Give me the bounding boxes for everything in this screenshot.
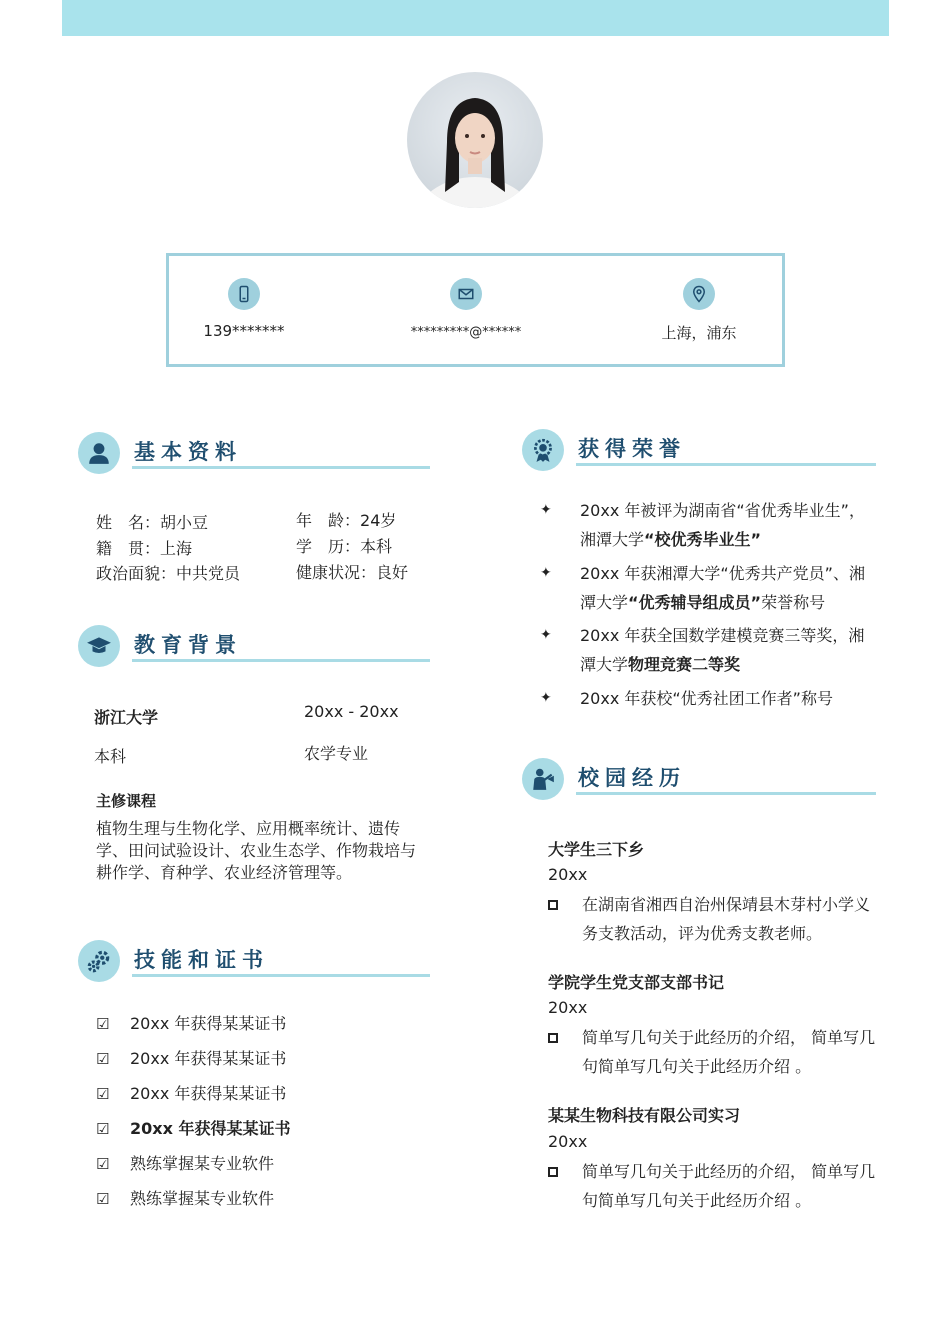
top-banner bbox=[62, 0, 889, 36]
campus-exp-title: 大学生三下乡 bbox=[548, 840, 645, 859]
award-medal-icon bbox=[522, 429, 564, 471]
section-skills bbox=[78, 940, 430, 982]
courses-text: 植物生理与生物化学、应用概率统计、遗传学、田问试验设计、农业生态学、作物栽培与耕作学、育种学、农业经济管理等。 bbox=[96, 819, 417, 882]
section-divider bbox=[132, 659, 430, 662]
contact-phone bbox=[199, 278, 289, 340]
skill-item: ☑ 熟练掌握某专业软件 bbox=[96, 1154, 275, 1173]
political-row bbox=[96, 561, 240, 584]
section-divider bbox=[576, 792, 876, 795]
section-title: 校园经历 bbox=[578, 766, 686, 790]
age-row bbox=[296, 508, 396, 531]
checkbox-icon: ☑ bbox=[96, 1015, 110, 1033]
section-campus bbox=[522, 758, 878, 800]
section-basic-info bbox=[78, 432, 430, 474]
phone-icon bbox=[228, 278, 260, 310]
education-label: 学 历： bbox=[296, 537, 361, 556]
degree: 本科 bbox=[94, 747, 127, 766]
phone-text: 139******* bbox=[203, 322, 285, 340]
skill-item: ☑ 20xx 年获得某某证书 bbox=[96, 1049, 287, 1068]
age-value: 24岁 bbox=[360, 511, 397, 530]
skill-item: ☑ 20xx 年获得某某证书 bbox=[96, 1014, 287, 1033]
square-bullet-icon bbox=[548, 900, 558, 910]
campus-exp-desc: 在湖南省湘西自治州保靖县木芽村小学义 务支教活动，评为优秀支教老师。 bbox=[548, 890, 878, 948]
name-value: 胡小豆 bbox=[160, 513, 209, 532]
honor-item: ✦ 20xx 年被评为湖南省“省优秀毕业生”，湘潭大学“校优秀毕业生” bbox=[540, 496, 880, 554]
name-label: 姓 名： bbox=[96, 513, 161, 532]
avatar bbox=[407, 72, 543, 208]
checkbox-icon: ☑ bbox=[96, 1050, 110, 1068]
honor-item: ✦ 20xx 年获校“优秀社团工作者”称号 bbox=[540, 684, 880, 713]
campus-exp-desc: 简单写几句关于此经历的介绍， 简单写几句简单写几句关于此经历介绍 。 bbox=[548, 1157, 878, 1215]
gears-icon bbox=[78, 940, 120, 982]
hometown-value: 上海 bbox=[160, 539, 193, 558]
honor-item: ✦ 20xx 年获湘潭大学“优秀共产党员”、湘潭大学“优秀辅导组成员”荣誉称号 bbox=[540, 559, 880, 617]
skill-item: ☑ 20xx 年获得某某证书 bbox=[96, 1119, 291, 1138]
hometown-label: 籍 贯： bbox=[96, 539, 161, 558]
contact-box bbox=[166, 253, 785, 367]
checkbox-icon: ☑ bbox=[96, 1155, 110, 1173]
school-name: 浙江大学 bbox=[94, 708, 159, 727]
skill-item: ☑ 熟练掌握某专业软件 bbox=[96, 1189, 275, 1208]
health-value: 良好 bbox=[376, 563, 409, 582]
star-bullet-icon: ✦ bbox=[540, 502, 552, 518]
hometown-row bbox=[96, 536, 192, 559]
section-divider bbox=[132, 974, 430, 977]
email-text: *********@****** bbox=[410, 325, 522, 340]
health-row bbox=[296, 560, 408, 583]
section-divider bbox=[132, 466, 430, 469]
major: 农学专业 bbox=[304, 744, 369, 763]
campus-exp-date: 20xx bbox=[548, 998, 588, 1017]
campus-exp-title: 学院学生党支部支部书记 bbox=[548, 973, 725, 992]
courses-label: 主修课程 bbox=[96, 792, 157, 810]
contact-email bbox=[401, 278, 531, 340]
section-education bbox=[78, 625, 430, 667]
location-text: 上海，浦东 bbox=[661, 324, 737, 342]
checkbox-icon: ☑ bbox=[96, 1085, 110, 1103]
checkbox-icon: ☑ bbox=[96, 1190, 110, 1208]
star-bullet-icon: ✦ bbox=[540, 690, 552, 706]
skill-item: ☑ 20xx 年获得某某证书 bbox=[96, 1084, 287, 1103]
contact-location bbox=[649, 278, 749, 343]
education-value: 本科 bbox=[360, 537, 393, 556]
star-bullet-icon: ✦ bbox=[540, 565, 552, 581]
political-value: 中共党员 bbox=[176, 564, 241, 583]
campus-exp-title: 某某生物科技有限公司实习 bbox=[548, 1106, 741, 1125]
campus-exp-date: 20xx bbox=[548, 1132, 588, 1151]
user-icon bbox=[78, 432, 120, 474]
presenter-icon bbox=[522, 758, 564, 800]
square-bullet-icon bbox=[548, 1167, 558, 1177]
campus-exp-date: 20xx bbox=[548, 865, 588, 884]
checkbox-icon: ☑ bbox=[96, 1120, 110, 1138]
graduation-cap-icon bbox=[78, 625, 120, 667]
section-title: 基本资料 bbox=[134, 440, 242, 464]
school-period: 20xx - 20xx bbox=[304, 702, 399, 721]
star-bullet-icon: ✦ bbox=[540, 627, 552, 643]
section-title: 教育背景 bbox=[134, 633, 242, 657]
section-title: 获得荣誉 bbox=[578, 437, 686, 461]
age-label: 年 龄： bbox=[296, 511, 361, 530]
political-label: 政治面貌： bbox=[96, 564, 177, 583]
section-divider bbox=[576, 463, 876, 466]
campus-exp-desc: 简单写几句关于此经历的介绍， 简单写几句简单写几句关于此经历介绍 。 bbox=[548, 1023, 878, 1081]
section-title: 技能和证书 bbox=[134, 948, 269, 972]
section-honors bbox=[522, 429, 878, 471]
name-row bbox=[96, 510, 208, 533]
mail-icon bbox=[450, 278, 482, 310]
health-label: 健康状况： bbox=[296, 563, 377, 582]
education-level-row bbox=[296, 534, 392, 557]
location-pin-icon bbox=[683, 278, 715, 310]
square-bullet-icon bbox=[548, 1033, 558, 1043]
honor-item: ✦ 20xx 年获全国数学建模竞赛三等奖，湘潭大学物理竞赛二等奖 bbox=[540, 621, 880, 679]
